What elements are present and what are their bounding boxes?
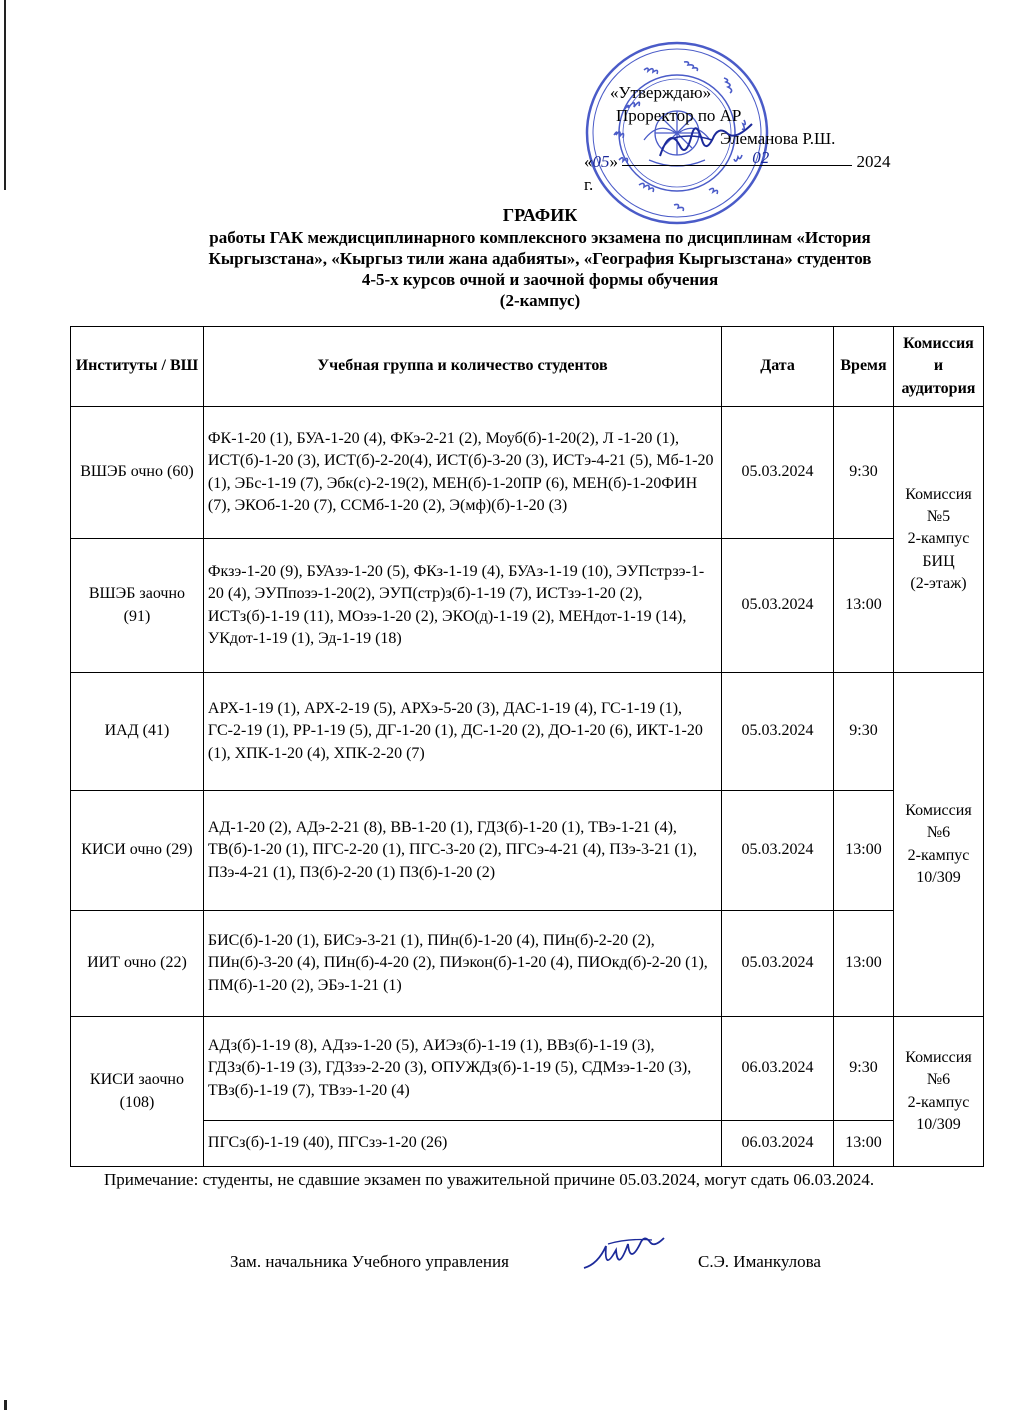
table-row xyxy=(71,407,984,539)
commission-number: №5 xyxy=(926,507,951,525)
cell-date: 05.03.2024 xyxy=(722,673,834,791)
cell-time: 13:00 xyxy=(834,911,894,1017)
approval-signer: Элеманова Р.Ш. xyxy=(720,128,836,148)
cell-time: 13:00 xyxy=(834,1121,894,1167)
approval-line-1: «Утверждаю» xyxy=(610,83,712,102)
cell-institute: КИСИ заочно (108) xyxy=(71,1017,204,1167)
commission-label: Комиссия xyxy=(905,485,972,503)
title-heading: ГРАФИК xyxy=(502,205,578,225)
cell-date: 06.03.2024 xyxy=(722,1017,834,1121)
cell-institute: ВШЭБ заочно (91) xyxy=(71,539,204,673)
commission-room: 10/309 xyxy=(916,868,961,886)
table-row xyxy=(71,791,984,911)
approval-date-year: 2024 г. xyxy=(584,151,891,194)
handwritten-signature-icon xyxy=(578,1234,668,1280)
title-line-2: Кыргызстана», «Кыргыз тили жана адабияты», «География Кыргызстана» студентов xyxy=(208,248,872,268)
footnote: Примечание: студенты, не сдавшие экзамен по уважительной причине 05.03.2024, могут сдать 06.03.2024. xyxy=(104,1170,875,1189)
cell-time: 9:30 xyxy=(834,1017,894,1121)
commission-campus: 2-кампус xyxy=(907,846,970,864)
commission-number: №6 xyxy=(926,824,951,842)
cell-date: 06.03.2024 xyxy=(722,1121,834,1167)
cell-time: 13:00 xyxy=(834,539,894,673)
schedule-table xyxy=(70,326,984,1167)
table-row xyxy=(71,1121,984,1167)
cell-groups: АРХ-1-19 (1), АРХ-2-19 (5), АРХэ-5-20 (3), ДАС-1-19 (4), ГС-1-19 (1), ГС-2-19 (1), РР-1-19 (5), ДГ-1-20 (1), ДС-1-20 (2), ДО-1-20 (6), ИКТ-1-20 (1), ХПК-1-20 (4), ХПК-2-20 (7) xyxy=(203,673,721,791)
commission-label: Комиссия xyxy=(905,801,972,819)
prorector-signature-icon xyxy=(650,118,760,168)
cell-groups: ФК-1-20 (1), БУА-1-20 (4), ФКэ-2-21 (2), Моуб(б)-1-20(2), Л -1-20 (1), ИСТ(б)-1-20 (3), ИСТ(б)-2-20(4), ИСТ(б)-3-20 (3), ИСТэ-4-21 (5), Мб-1-20 (1), ЭБс-1-19 (7), Эбк(с)-2-19(2), МЕН(б)-1-20ПР (6), МЕН(б)-1-20ФИН (7), ЭКОб-1-20 (7), ССМб-1-20 (2), Э(мф)(б)-1-20 (3) xyxy=(203,407,721,539)
cell-date: 05.03.2024 xyxy=(722,911,834,1017)
cell-commission-6b xyxy=(893,1017,983,1167)
approval-date-month: 02 xyxy=(752,147,770,167)
table-row xyxy=(71,911,984,1017)
cell-time: 9:30 xyxy=(834,407,894,539)
header-commission: Комиссия и аудитория xyxy=(893,327,983,407)
approval-date-day: 05 xyxy=(592,151,610,171)
cell-commission-5 xyxy=(893,407,983,673)
table-header-row xyxy=(71,327,984,407)
cell-groups: ПГСз(б)-1-19 (40), ПГСзэ-1-20 (26) xyxy=(203,1121,721,1167)
scan-edge-mark xyxy=(4,0,6,190)
cell-commission-6 xyxy=(893,673,983,1017)
title-line-3: 4-5-х курсов очной и заочной формы обучения xyxy=(361,270,719,289)
cell-date: 05.03.2024 xyxy=(722,407,834,539)
document-title xyxy=(70,204,1010,312)
table-row xyxy=(71,673,984,791)
cell-time: 13:00 xyxy=(834,791,894,911)
header-institute: Институты / ВШ xyxy=(71,327,204,407)
commission-floor: (2-этаж) xyxy=(910,575,967,593)
signer-position: Зам. начальника Учебного управления xyxy=(230,1252,509,1271)
table-row xyxy=(71,539,984,673)
table-row xyxy=(71,1017,984,1121)
title-line-1: работы ГАК междисциплинарного комплексного экзамена по дисциплинам «История xyxy=(209,227,871,247)
signer-name: С.Э. Иманкулова xyxy=(698,1252,821,1271)
scan-edge-mark xyxy=(4,1400,7,1410)
commission-campus: 2-кампус xyxy=(907,1093,970,1111)
cell-date: 05.03.2024 xyxy=(722,791,834,911)
cell-groups: Фкзэ-1-20 (9), БУАзэ-1-20 (5), ФКз-1-19 (4), БУАз-1-19 (10), ЭУПстрзэ-1-20 (4), ЭУПпозэ-1-20(2), ЭУП(стр)з(б)-1-19 (7), ИСТзэ-1-20 (2), ИСТз(б)-1-19 (11), МОзэ-1-20 (2), ЭКО(д)-1-19 (2), МЕНдот-1-19 (14), УКдот-1-19 (1), Эд-1-19 (18) xyxy=(203,539,721,673)
header-date: Дата xyxy=(722,327,834,407)
approval-line-2: Проректор по АР xyxy=(616,105,742,125)
cell-groups: АД-1-20 (2), АДэ-2-21 (8), ВВ-1-20 (1), ГДЗ(б)-1-20 (1), ТВэ-1-21 (4), ТВ(б)-1-20 (1), ПГС-2-20 (1), ПГС-3-20 (2), ПГСэ-4-21 (4), ПЗэ-3-21 (1), ПЗэ-4-21 (1), ПЗ(б)-2-20 (1) ПЗ(б)-1-20 (2) xyxy=(203,791,721,911)
commission-label: Комиссия xyxy=(905,1048,972,1066)
header-time: Время xyxy=(834,327,894,407)
cell-date: 05.03.2024 xyxy=(722,539,834,673)
commission-campus: 2-кампус xyxy=(907,530,970,548)
cell-groups: БИС(б)-1-20 (1), БИСэ-3-21 (1), ПИн(б)-1-20 (4), ПИн(б)-2-20 (2), ПИн(б)-3-20 (4), ПИн(б)-4-20 (2), ПИэкон(б)-1-20 (4), ПИОкд(б)-2-20 (1), ПМ(б)-1-20 (2), ЭБэ-1-21 (1) xyxy=(203,911,721,1017)
commission-room: 10/309 xyxy=(916,1115,961,1133)
commission-number: №6 xyxy=(926,1071,951,1089)
approval-date-quote-open: « xyxy=(584,151,593,171)
cell-institute: ВШЭБ очно (60) xyxy=(71,407,204,539)
cell-groups: АДз(б)-1-19 (8), АДзэ-1-20 (5), АИЭз(б)-1-19 (1), ВВз(б)-1-19 (3), ГДЗз(б)-1-19 (3), ГДЗзэ-2-20 (3), ОПУЖДз(б)-1-19 (5), СДМзэ-1-20 (3), ТВз(б)-1-19 (7), ТВзэ-1-20 (4) xyxy=(203,1017,721,1121)
approval-date-quote-close: » xyxy=(609,151,618,171)
title-line-4: (2-кампус) xyxy=(499,291,581,311)
cell-institute: ИИТ очно (22) xyxy=(71,911,204,1017)
header-groups: Учебная группа и количество студентов xyxy=(203,327,721,407)
cell-institute: ИАД (41) xyxy=(71,673,204,791)
cell-time: 9:30 xyxy=(834,673,894,791)
cell-institute: КИСИ очно (29) xyxy=(71,791,204,911)
commission-room: БИЦ xyxy=(922,552,955,570)
